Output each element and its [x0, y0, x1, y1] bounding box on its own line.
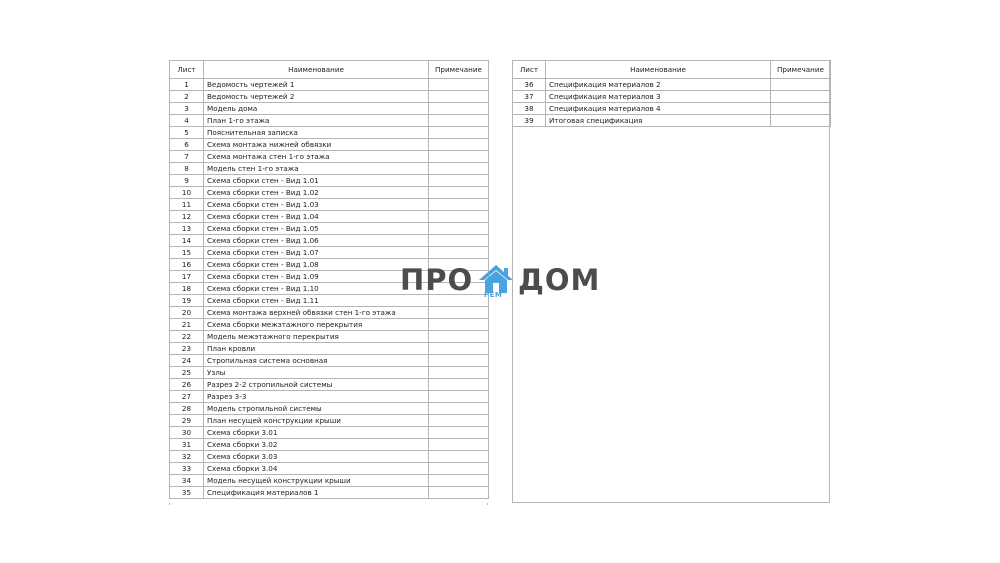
- sheet-note: [429, 151, 489, 163]
- sheet-number: 7: [170, 151, 204, 163]
- sheet-number: 15: [170, 247, 204, 259]
- sheet-note: [429, 343, 489, 355]
- sheet-title: Узлы: [204, 367, 429, 379]
- sheet-title: Модель дома: [204, 103, 429, 115]
- sheet-note: [429, 427, 489, 439]
- sheet-number: 24: [170, 355, 204, 367]
- sheet-note: [429, 127, 489, 139]
- sheet-number: 34: [170, 475, 204, 487]
- sheet-number: 11: [170, 199, 204, 211]
- left-table-frame-tail: [169, 503, 488, 505]
- table-row: [170, 427, 489, 439]
- sheet-number: 37: [513, 91, 546, 103]
- sheet-note: [429, 175, 489, 187]
- sheet-number: 12: [170, 211, 204, 223]
- table-row: [170, 307, 489, 319]
- sheet-note: [429, 439, 489, 451]
- table-row: [170, 367, 489, 379]
- sheet-number: 22: [170, 331, 204, 343]
- sheet-title: План несущей конструкции крыши: [204, 415, 429, 427]
- prodom-watermark-logo: [400, 263, 600, 305]
- sheet-note: [429, 103, 489, 115]
- table-row: [170, 331, 489, 343]
- table-row: [170, 211, 489, 223]
- sheet-number: 21: [170, 319, 204, 331]
- sheet-number: 16: [170, 259, 204, 271]
- sheet-note: [429, 79, 489, 91]
- table-row: [170, 139, 489, 151]
- table-row: [170, 379, 489, 391]
- sheet-number: 23: [170, 343, 204, 355]
- sheet-number: 32: [170, 451, 204, 463]
- sheet-note: [429, 415, 489, 427]
- sheet-title: Разрез 3-3: [204, 391, 429, 403]
- table-row: [170, 127, 489, 139]
- sheet-note: [429, 379, 489, 391]
- table-row: [170, 103, 489, 115]
- table-row: [170, 343, 489, 355]
- sheet-number: 20: [170, 307, 204, 319]
- sheet-note: [429, 247, 489, 259]
- table-row: [170, 475, 489, 487]
- sheet-title: План 1-го этажа: [204, 115, 429, 127]
- sheet-title: Модель стен 1-го этажа: [204, 163, 429, 175]
- sheet-note: [429, 331, 489, 343]
- sheet-number: 39: [513, 115, 546, 127]
- sheet-note: [771, 91, 831, 103]
- sheet-note: [429, 91, 489, 103]
- header-name: Наименование: [204, 61, 429, 79]
- sheet-number: 31: [170, 439, 204, 451]
- sheet-number: 13: [170, 223, 204, 235]
- sheet-note: [429, 115, 489, 127]
- sheet-note: [429, 307, 489, 319]
- sheet-title: Схема монтажа стен 1-го этажа: [204, 151, 429, 163]
- sheet-note: [771, 103, 831, 115]
- logo-text-right: ДОМ: [518, 263, 601, 297]
- sheet-title: Схема монтажа верхней обвязки стен 1-го этажа: [204, 307, 429, 319]
- sheet-number: 10: [170, 187, 204, 199]
- sheet-note: [429, 199, 489, 211]
- table-row: [170, 487, 489, 499]
- sheet-note: [429, 403, 489, 415]
- table-row: [170, 175, 489, 187]
- logo-text-left: ПРО: [400, 263, 474, 297]
- table-row: [513, 79, 831, 91]
- table-row: [170, 235, 489, 247]
- sheet-title: Схема сборки стен - Вид 1.09: [204, 271, 429, 283]
- sheet-number: 2: [170, 91, 204, 103]
- sheet-number: 18: [170, 283, 204, 295]
- header-name: Наименование: [546, 61, 771, 79]
- sheet-title: Схема сборки стен - Вид 1.01: [204, 175, 429, 187]
- table-row: [513, 91, 831, 103]
- sheet-number: 8: [170, 163, 204, 175]
- sheet-title: Модель несущей конструкции крыши: [204, 475, 429, 487]
- table-row: [170, 439, 489, 451]
- sheet-title: Схема монтажа нижней обвязки: [204, 139, 429, 151]
- sheet-note: [429, 475, 489, 487]
- table-row: [170, 79, 489, 91]
- sheet-title: Схема сборки 3.04: [204, 463, 429, 475]
- sheet-title: Ведомость чертежей 2: [204, 91, 429, 103]
- sheet-title: Схема сборки стен - Вид 1.07: [204, 247, 429, 259]
- sheet-number: 19: [170, 295, 204, 307]
- sheet-note: [429, 451, 489, 463]
- sheet-title: Схема сборки стен - Вид 1.03: [204, 199, 429, 211]
- table-row: [170, 223, 489, 235]
- sheet-note: [429, 355, 489, 367]
- sheet-note: [429, 235, 489, 247]
- table-row: [170, 199, 489, 211]
- sheet-number: 27: [170, 391, 204, 403]
- table-row: [170, 403, 489, 415]
- table-row: [170, 463, 489, 475]
- header-note: Примечание: [429, 61, 489, 79]
- drawings-list-table-right: [512, 60, 831, 127]
- sheet-title: Модель стропильной системы: [204, 403, 429, 415]
- table-row: [170, 91, 489, 103]
- sheet-number: 17: [170, 271, 204, 283]
- sheet-title: Стропильная система основная: [204, 355, 429, 367]
- sheet-title: Спецификация материалов 1: [204, 487, 429, 499]
- table-row: [170, 151, 489, 163]
- sheet-note: [429, 211, 489, 223]
- sheet-number: 29: [170, 415, 204, 427]
- sheet-title: Схема сборки 3.02: [204, 439, 429, 451]
- sheet-note: [429, 463, 489, 475]
- sheet-note: [429, 163, 489, 175]
- sheet-number: 25: [170, 367, 204, 379]
- sheet-note: [429, 139, 489, 151]
- sheet-title: Схема сборки стен - Вид 1.04: [204, 211, 429, 223]
- table-row: [170, 187, 489, 199]
- sheet-title: Схема сборки стен - Вид 1.05: [204, 223, 429, 235]
- table-row: [170, 355, 489, 367]
- sheet-title: Спецификация материалов 4: [546, 103, 771, 115]
- table-row: [170, 451, 489, 463]
- sheet-title: Схема сборки 3.01: [204, 427, 429, 439]
- sheet-title: Схема сборки стен - Вид 1.11: [204, 295, 429, 307]
- sheet-title: Модель межэтажного перекрытия: [204, 331, 429, 343]
- sheet-note: [429, 487, 489, 499]
- table-header-row: [513, 61, 831, 79]
- sheet-title: Схема сборки стен - Вид 1.06: [204, 235, 429, 247]
- sheet-note: [771, 79, 831, 91]
- sheet-number: 6: [170, 139, 204, 151]
- table-row: [513, 115, 831, 127]
- sheet-number: 1: [170, 79, 204, 91]
- header-sheet: Лист: [170, 61, 204, 79]
- sheet-title: Спецификация материалов 3: [546, 91, 771, 103]
- sheet-note: [429, 367, 489, 379]
- sheet-number: 5: [170, 127, 204, 139]
- table-row: [513, 103, 831, 115]
- table-row: [170, 163, 489, 175]
- sheet-note: [429, 223, 489, 235]
- logo-subtext: РЕМ: [484, 291, 503, 299]
- sheet-title: Схема сборки стен - Вид 1.08: [204, 259, 429, 271]
- sheet-number: 3: [170, 103, 204, 115]
- header-note: Примечание: [771, 61, 831, 79]
- sheet-number: 33: [170, 463, 204, 475]
- sheet-number: 28: [170, 403, 204, 415]
- table-header-row: [170, 61, 489, 79]
- sheet-number: 36: [513, 79, 546, 91]
- sheet-number: 4: [170, 115, 204, 127]
- sheet-number: 26: [170, 379, 204, 391]
- sheet-note: [429, 319, 489, 331]
- sheet-number: 9: [170, 175, 204, 187]
- sheet-number: 38: [513, 103, 546, 115]
- table-row: [170, 415, 489, 427]
- sheet-note: [771, 115, 831, 127]
- sheet-title: Разрез 2-2 стропильной системы: [204, 379, 429, 391]
- table-row: [170, 319, 489, 331]
- sheet-title: Итоговая спецификация: [546, 115, 771, 127]
- table-row: [170, 391, 489, 403]
- sheet-number: 35: [170, 487, 204, 499]
- table-row: [170, 115, 489, 127]
- sheet-note: [429, 187, 489, 199]
- header-sheet: Лист: [513, 61, 546, 79]
- sheet-title: Спецификация материалов 2: [546, 79, 771, 91]
- sheet-number: 14: [170, 235, 204, 247]
- sheet-title: План кровли: [204, 343, 429, 355]
- table-row: [170, 247, 489, 259]
- sheet-title: Схема сборки 3.03: [204, 451, 429, 463]
- sheet-title: Пояснительная записка: [204, 127, 429, 139]
- sheet-note: [429, 391, 489, 403]
- sheet-title: Схема сборки межэтажного перекрытия: [204, 319, 429, 331]
- sheet-title: Схема сборки стен - Вид 1.02: [204, 187, 429, 199]
- sheet-title: Схема сборки стен - Вид 1.10: [204, 283, 429, 295]
- sheet-title: Ведомость чертежей 1: [204, 79, 429, 91]
- sheet-number: 30: [170, 427, 204, 439]
